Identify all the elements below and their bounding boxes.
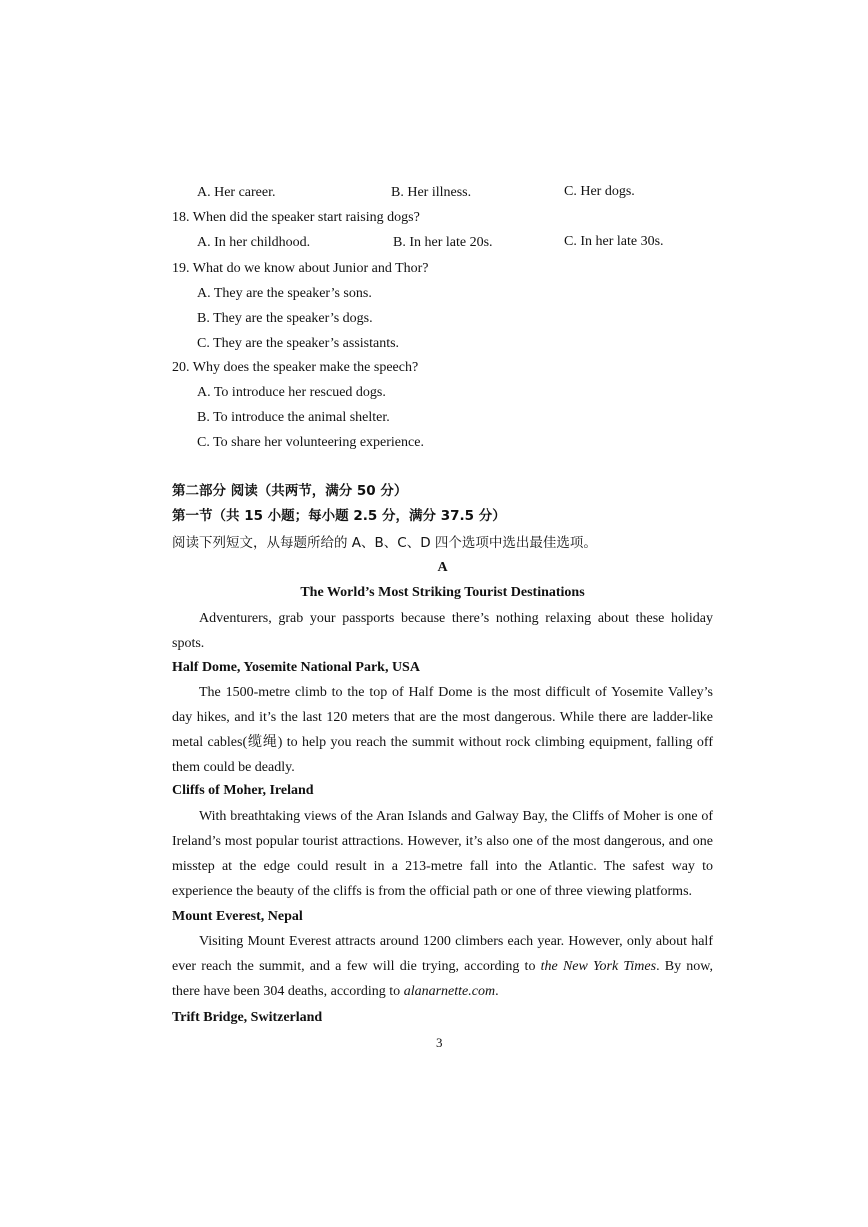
q19-option-b: B. They are the speaker’s dogs. bbox=[197, 311, 373, 326]
passage-letter: A bbox=[437, 560, 448, 575]
paragraph-half-dome: The 1500-metre climb to the top of Half Dome is the most difficult of Yosemite Valley’s day hikes, and it’s the last 120 meters that are the most dangerous. While there are ladder-like metal cables(缆绳) to help you reach the summit without rock climbing equipment, falling off them could be deadly. bbox=[172, 685, 713, 775]
q20-option-b: B. To introduce the animal shelter. bbox=[197, 410, 390, 425]
source-alanarnette: alanarnette.com bbox=[403, 984, 496, 999]
everest-text-end: . bbox=[495, 984, 499, 999]
part-heading: 第二部分 阅读（共两节，满分 50 分） bbox=[172, 483, 408, 499]
q20-option-c: C. To share her volunteering experience. bbox=[197, 435, 424, 450]
instruction: 阅读下列短文，从每题所给的 A、B、C、D 四个选项中选出最佳选项。 bbox=[172, 535, 597, 551]
q19-option-a: A. They are the speaker’s sons. bbox=[197, 286, 372, 301]
everest-text-middle: . By now, there have been 304 deaths, according to bbox=[172, 959, 714, 999]
q19-question: 19. What do we know about Junior and Thor? bbox=[172, 261, 429, 276]
q17-option-b: B. Her illness. bbox=[391, 185, 472, 200]
paragraph-mount-everest bbox=[172, 929, 713, 1004]
q18-option-c: C. In her late 30s. bbox=[564, 234, 664, 249]
q19-option-c: C. They are the speaker’s assistants. bbox=[197, 336, 400, 351]
section-heading-mount-everest: Mount Everest, Nepal bbox=[172, 909, 303, 924]
passage-title: The World’s Most Striking Tourist Destinations bbox=[300, 585, 585, 600]
q20-question: 20. Why does the speaker make the speech? bbox=[172, 360, 419, 375]
section-heading-cliffs-of-moher: Cliffs of Moher, Ireland bbox=[172, 783, 314, 798]
q18-question: 18. When did the speaker start raising dogs? bbox=[172, 210, 420, 225]
q17-option-c: C. Her dogs. bbox=[564, 184, 635, 199]
q20-option-a: A. To introduce her rescued dogs. bbox=[197, 385, 386, 400]
q18-option-a: A. In her childhood. bbox=[197, 235, 311, 250]
page-number: 3 bbox=[436, 1035, 443, 1050]
paragraph-cliffs-of-moher: With breathtaking views of the Aran Islands and Galway Bay, the Cliffs of Moher is one of Ireland’s most popular tourist attractions. However, it’s also one of the most dangerous, and one misstep at the edge could result in a 213-metre fall into the Atlantic. The safest way to experience the beauty of the cliffs is from the official path or one of three viewing platforms. bbox=[172, 809, 713, 899]
section-heading-half-dome: Half Dome, Yosemite National Park, USA bbox=[172, 660, 420, 675]
source-new-york-times: the New York Times bbox=[540, 959, 657, 974]
section-heading: 第一节（共 15 小题；每小题 2.5 分，满分 37.5 分） bbox=[172, 508, 506, 524]
everest-text-start: Visiting Mount Everest attracts around 1200 climbers each year. However, only about half ever reach the summit, and a few will die trying, according to bbox=[172, 934, 713, 974]
section-heading-trift-bridge: Trift Bridge, Switzerland bbox=[172, 1010, 323, 1025]
intro-paragraph: Adventurers, grab your passports because there’s nothing relaxing about these holiday spots. bbox=[172, 611, 713, 651]
q17-option-a: A. Her career. bbox=[197, 185, 276, 200]
q18-option-b: B. In her late 20s. bbox=[393, 235, 493, 250]
